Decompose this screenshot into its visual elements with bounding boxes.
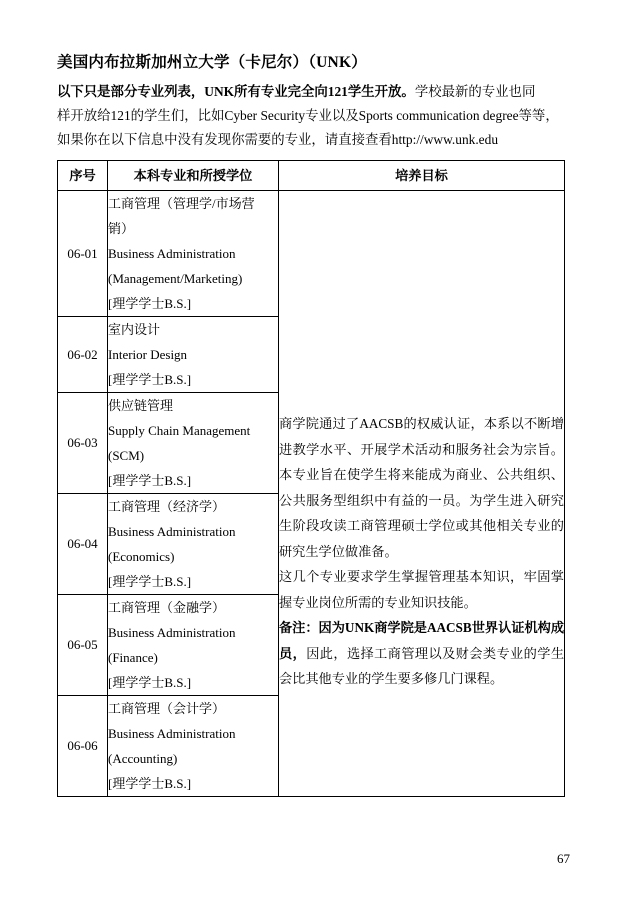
objective-cell	[279, 191, 565, 797]
objective-spacer	[279, 295, 564, 411]
major-line: [理学学士B.S.]	[108, 372, 192, 387]
page-title: 美国内布拉斯加州立大学（卡尼尔）（UNK）	[57, 54, 367, 71]
major-line: [理学学士B.S.]	[108, 574, 192, 589]
objective-note-rest: 因此，选择工商管理以及财会类专业的学生会比其他专业的学生要多修几门课程。	[279, 645, 565, 687]
intro-line-2: 样开放给121的学生们，比如Cyber Security专业以及Sports communication degree等等，	[57, 108, 559, 123]
table-body	[58, 191, 565, 797]
major-line: Business Administration	[108, 246, 236, 261]
major-line: Interior Design	[108, 347, 188, 362]
major-line: (Management/Marketing)	[108, 271, 243, 286]
major-line: 工商管理（管理学/市场营	[108, 196, 255, 211]
major-line: Business Administration	[108, 625, 236, 640]
row-major	[108, 595, 279, 696]
major-line: 室内设计	[108, 322, 161, 337]
row-number: 06-02	[58, 317, 108, 393]
row-number: 06-04	[58, 494, 108, 595]
major-line: Supply Chain Management	[108, 423, 251, 438]
objective-note-bold: 备注：因为UNK商学院是AACSB世界认证机构成员，	[279, 620, 565, 661]
row-major	[108, 696, 279, 797]
major-line: [理学学士B.S.]	[108, 473, 192, 488]
major-line: (Economics)	[108, 549, 175, 564]
major-line: Business Administration	[108, 726, 236, 741]
major-line: (Finance)	[108, 650, 158, 665]
row-major	[108, 494, 279, 595]
objective-paragraph-2: 这几个专业要求学生掌握管理基本知识，牢固掌握专业岗位所需的专业知识技能。	[279, 569, 564, 610]
majors-table	[57, 160, 565, 797]
table-row	[58, 191, 565, 317]
row-number: 06-01	[58, 191, 108, 317]
objective-paragraph-1: 商学院通过了AACSB的权威认证，本系以不断增进教学水平、开展学术活动和服务社会为宗旨。本专业旨在使学生将来能成为商业、公共组织、公共服务型组织中有益的一员。为学生进入研究生阶段攻读工商管理硕士学位或其他相关专业的研究生学位做准备。	[279, 416, 564, 559]
intro-line-3: 如果你在以下信息中没有发现你需要的专业，请直接查看http://www.unk.edu	[57, 132, 499, 147]
major-line: [理学学士B.S.]	[108, 776, 192, 791]
major-line: 工商管理（会计学）	[108, 701, 226, 716]
row-major	[108, 393, 279, 494]
major-line: 工商管理（经济学）	[108, 499, 226, 514]
column-header-objective: 培养目标	[279, 161, 565, 191]
intro-line-1-tail: 学校最新的专业也同	[414, 84, 536, 99]
major-line: 工商管理（金融学）	[108, 600, 226, 615]
intro-line-1-bold: 以下只是部分专业列表，UNK所有专业完全向121学生开放。	[57, 84, 415, 99]
row-major	[108, 191, 279, 317]
column-header-no: 序号	[58, 161, 108, 191]
column-header-major: 本科专业和所授学位	[108, 161, 279, 191]
major-line: Business Administration	[108, 524, 236, 539]
major-line: 销）	[108, 221, 135, 236]
major-line: (SCM)	[108, 448, 145, 463]
major-line: (Accounting)	[108, 751, 178, 766]
table-header-row	[58, 161, 565, 191]
intro-line-1	[57, 80, 564, 104]
row-major	[108, 317, 279, 393]
row-number: 06-06	[58, 696, 108, 797]
table-header	[58, 161, 565, 191]
major-line: [理学学士B.S.]	[108, 296, 192, 311]
page-content	[57, 52, 564, 797]
intro-paragraph	[57, 80, 564, 152]
row-number: 06-05	[58, 595, 108, 696]
major-line: [理学学士B.S.]	[108, 675, 192, 690]
row-number: 06-03	[58, 393, 108, 494]
objective-paragraph-3	[279, 615, 564, 692]
major-line: 供应链管理	[108, 398, 174, 413]
page-number: 67	[557, 851, 570, 866]
